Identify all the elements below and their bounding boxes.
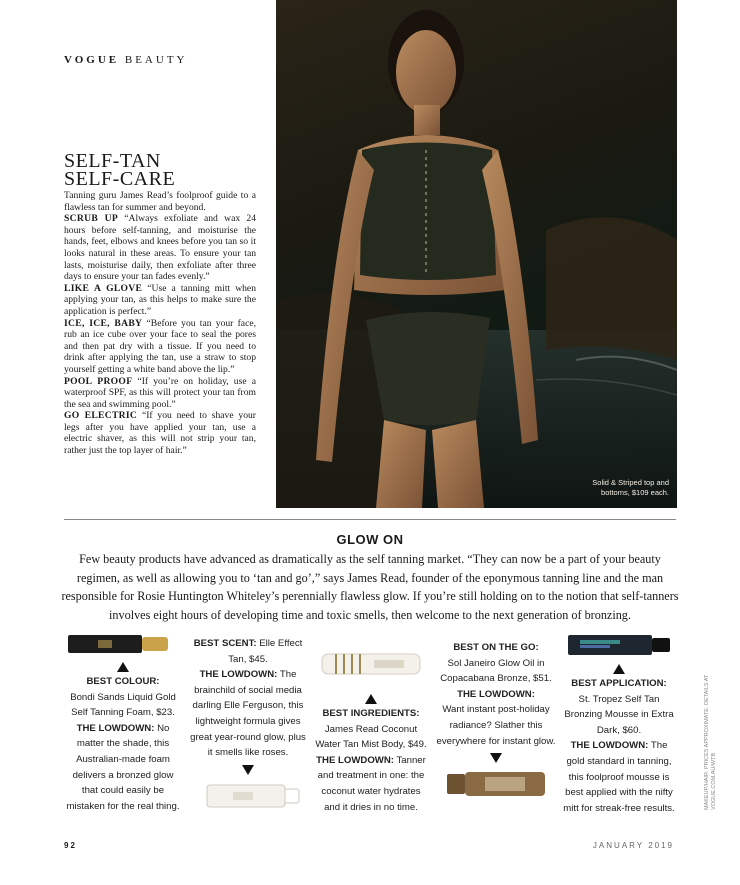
tip-paragraph [64, 213, 256, 283]
product-text [188, 636, 308, 761]
product-text [562, 676, 676, 816]
james-read-bottle-image [314, 650, 426, 678]
model-illustration [276, 0, 677, 508]
tip-paragraph [64, 410, 256, 456]
product-award: BEST COLOUR: [86, 676, 160, 687]
caption-line: bottoms, $109 each. [601, 488, 669, 497]
tip-paragraph [64, 283, 256, 318]
product-text [64, 674, 182, 814]
headline-line: SELF-TAN [64, 150, 161, 172]
editorial-photo [276, 0, 677, 508]
product-name: James Read Coconut Water Tan Mist Body, $49. [315, 723, 427, 751]
article-lead: Tanning guru James Read’s foolproof guide to a flawless tan for summer and beyond. [64, 190, 256, 213]
lowdown-label: THE LOWDOWN: [570, 740, 649, 752]
tip-heading: POOL PROOF [64, 375, 133, 387]
article-headline [64, 152, 175, 188]
tip-heading: ICE, ICE, BABY [64, 317, 143, 329]
tip-paragraph [64, 318, 256, 376]
tip-text: “Always exfoliate and wax 24 hours before self-tanning, and moisturise the hands, feet, elbows and knees before you tan so it looks natural in these areas. To ensure your tan lasts, moisturise daily, then exfoliate after three days to ensure your tan fades evenly.” [64, 213, 256, 283]
product-sol-janeiro [436, 640, 556, 799]
lowdown-label: THE LOWDOWN: [199, 669, 278, 681]
pointer-up-icon [613, 664, 625, 674]
product-bondi-sands [64, 632, 182, 814]
sol-janeiro-bottle-image [441, 769, 551, 799]
lowdown-text: Want instant post-holiday radiance? Slather this everywhere for instant glow. [436, 704, 556, 747]
article-body [64, 190, 256, 457]
product-name: Elle Effect Tan, $45. [228, 638, 303, 665]
elle-effect-bottle-image [193, 781, 303, 811]
product-award: BEST INGREDIENTS: [322, 708, 420, 719]
tip-text: “If you’re on holiday, use a waterproof SPF, as this will protect your tan from the sea and swimming pool.” [64, 375, 256, 410]
side-credit: MAKEUP/HAIR: PRICES APPROXIMATE. DETAILS AT VOGUE.COM.AU/WTB [704, 674, 717, 810]
tip-text: “Use a tanning mitt when applying your tan, as this helps to make sure the application is perfect.” [64, 282, 256, 317]
product-name: St. Tropez Self Tan Bronzing Mousse in Extra Dark, $60. [564, 693, 674, 736]
tip-heading: GO ELECTRIC [64, 410, 138, 422]
masthead-brand: VOGUE [64, 54, 120, 66]
product-award-line [188, 636, 308, 667]
product-name: Sol Janeiro Glow Oil in Copacabana Bronze, $51. [440, 657, 552, 685]
lowdown-label: THE LOWDOWN: [316, 754, 394, 766]
pointer-down-icon [490, 753, 502, 763]
section-divider [64, 519, 676, 520]
headline-line: SELF-CARE [64, 168, 176, 190]
product-award: BEST APPLICATION: [571, 678, 667, 689]
tip-heading: LIKE A GLOVE [64, 282, 143, 294]
lowdown-label: THE LOWDOWN: [457, 688, 535, 700]
product-award: BEST ON THE GO: [453, 642, 539, 653]
page-number: 92 [64, 841, 77, 850]
product-text [314, 706, 428, 815]
pointer-down-icon [242, 765, 254, 775]
masthead [64, 54, 187, 66]
caption-line: Solid & Striped top and [592, 478, 669, 487]
lowdown-label: THE LOWDOWN: [76, 722, 155, 734]
product-name: Bondi Sands Liquid Gold Self Tanning Foam, $23. [70, 691, 176, 719]
product-text [436, 640, 556, 749]
product-elle-effect [188, 636, 308, 811]
product-st-tropez [562, 632, 676, 816]
masthead-section: BEAUTY [124, 54, 188, 66]
tip-paragraph [64, 376, 256, 411]
glow-on-intro: Few beauty products have advanced as dramatically as the self tanning market. “They can now be a part of your beauty regimen, as well as allowing you to ‘tan and go’,” says James Read, founder of the eponymous tanning line and the man responsible for Rosie Huntington Whiteley’s perennially flawless glow. If you’re still holding on to the notion that self-tanners involves eight hours of developing time and toxic smells, then welcome to the next generation of bronzing. [61, 552, 679, 622]
tip-text: “Before you tan your face, rub an ice cube over your face to seal the pores and then pat dry with a tissue. If you need to drink after applying the tan, use a straw to stop yourself getting a white band above the lip.” [64, 317, 256, 375]
glow-on-title: GLOW ON [336, 532, 404, 547]
bondi-sands-bottle-image [68, 632, 172, 656]
product-james-read [314, 650, 428, 815]
lowdown-text: The brainchild of social media darling Elle Ferguson, this lightweight formula gives great year-round glow, plus it smells like roses. [190, 669, 306, 759]
pointer-up-icon [117, 662, 129, 672]
tip-heading: SCRUB UP [64, 213, 118, 225]
lowdown-text: Tanner and treatment in one: the coconut water hydrates and it dries in no time. [317, 754, 426, 813]
st-tropez-bottle-image [562, 632, 674, 658]
tip-text: “If you need to shave your legs after you have applied your tan, use a electric shaver, as this will not strip your tan, rather just the top layer of hair.” [64, 410, 256, 457]
lowdown-text: No matter the shade, this Australian-made foam delivers a bronzed glow that could easily be mistaken for the real thing. [66, 722, 180, 812]
photo-caption [549, 478, 669, 498]
issue-date: JANUARY 2019 [592, 841, 674, 850]
pointer-up-icon [365, 694, 377, 704]
lowdown-text: The gold standard in tanning, this foolproof mousse is best applied with the nifty mitt for streak-free results. [563, 740, 675, 814]
product-award: BEST SCENT: [193, 638, 257, 649]
